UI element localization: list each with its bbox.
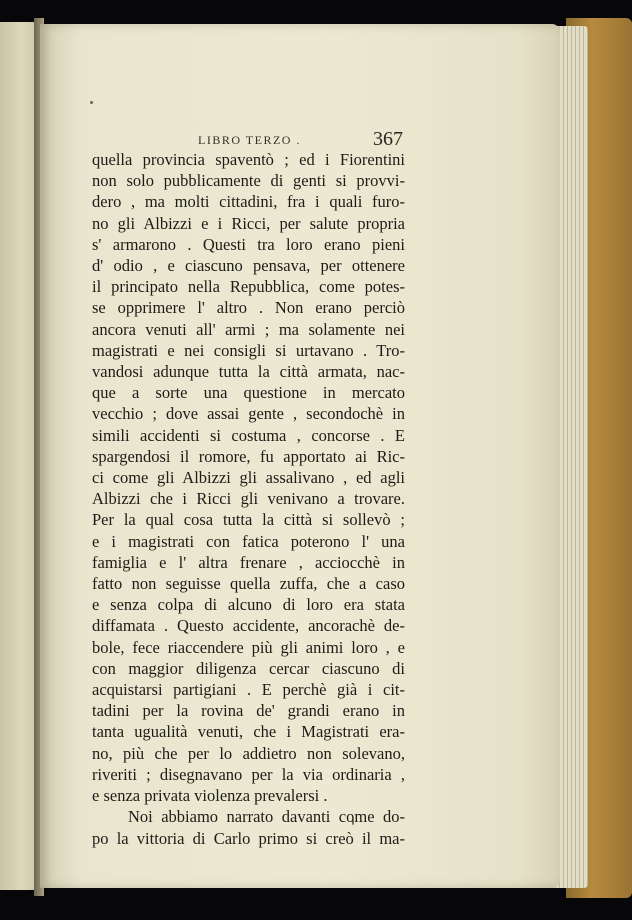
facing-page-edge (0, 22, 36, 890)
text-line: no, più che per lo addietro non solevano, (92, 743, 405, 763)
text-line: diffamata . Questo accidente, ancorachè de- (92, 616, 405, 636)
text-line: Per la qual cosa tutta la città si sollevò ; (92, 510, 405, 530)
text-line: vecchio ; dove assai gente , secondochè in (92, 404, 405, 424)
text-line: se opprimere l' altro . Non erano perciò (92, 298, 405, 318)
text-line: s' armarono . Questi tra loro erano pieni (92, 234, 405, 254)
text-line: ancora venuti all' armi ; ma solamente nei (92, 319, 405, 339)
text-line: e i magistrati con fatica poterono l' una (92, 531, 405, 551)
text-line: quella provincia spaventò ; ed i Fiorentini (92, 150, 405, 169)
page-header (0, 128, 632, 148)
text-line: bole, fece riaccendere più gli animi loro , e (92, 637, 405, 657)
text-line: Noi abbiamo narrato davanti come do- (128, 807, 405, 827)
text-line: Albizzi che i Ricci gli venivano a trovare. (92, 489, 405, 509)
text-line: famiglia e l' altra frenare , acciocchè in (92, 552, 405, 572)
text-line: que a sorte una questione in mercato (92, 383, 405, 403)
text-line: dero , ma molti cittadini, fra i quali furo- (92, 192, 405, 212)
text-line: vandosi adunque tutta la città armata, nac- (92, 362, 405, 382)
text-line: non solo pubblicamente di genti si provvi- (92, 171, 405, 191)
text-line: d' odio , e ciascuno pensava, per ottenere (92, 256, 405, 276)
text-line: fatto non seguisse quella zuffa, che a caso (92, 574, 405, 594)
text-line: e senza colpa di alcuno di loro era stata (92, 595, 405, 615)
running-title: LIBRO TERZO . (198, 133, 301, 147)
text-line: spargendosi il romore, fu apportato ai Ric- (92, 446, 405, 466)
text-line: tadini per la rovina de' grandi erano in (92, 701, 405, 721)
text-line: tanta ugualità venuti, che i Magistrati era- (92, 722, 405, 742)
text-line: po la vittoria di Carlo primo si creò il ma- (92, 828, 405, 848)
text-line: magistrati e nei consigli si urtavano . Tro- (92, 340, 405, 360)
paper-speck (90, 101, 93, 104)
text-line: e senza privata violenza prevalersi . (92, 786, 328, 806)
text-line: simili accidenti si costuma , concorse . E (92, 425, 405, 445)
page-number: 367 (373, 128, 403, 150)
text-line: ci come gli Albizzi gli assalivano , ed agli (92, 468, 405, 488)
text-line: no gli Albizzi e i Ricci, per salute propria (92, 213, 405, 233)
text-line: acquistarsi partigiani . E perchè già i cit- (92, 680, 405, 700)
body-text (92, 149, 405, 849)
text-line: il principato nella Repubblica, come potes- (92, 277, 405, 297)
text-line: riveriti ; disegnavano per la via ordinaria , (92, 764, 405, 784)
text-line: con maggior diligenza cercar ciascuno di (92, 658, 405, 678)
